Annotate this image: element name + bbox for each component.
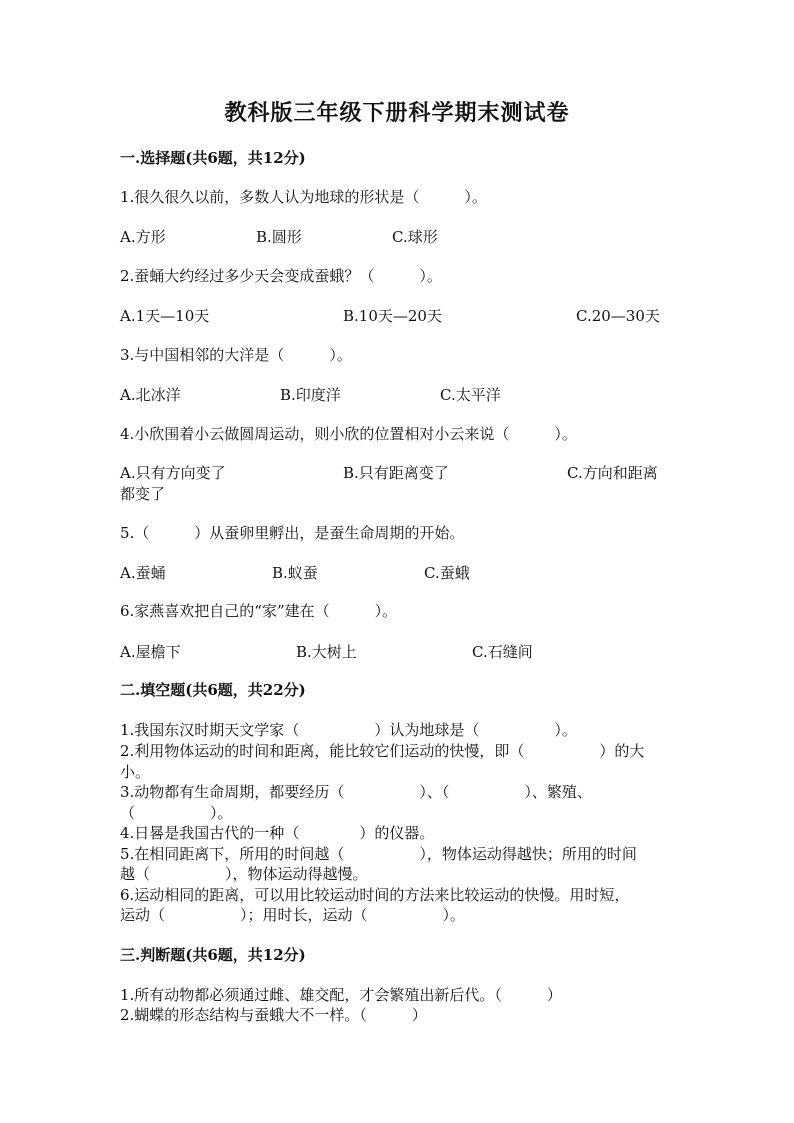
question-stem: 6.家燕喜欢把自己的“家”建在（ ）。 bbox=[120, 602, 398, 620]
option-b: B.10天—20天 bbox=[343, 307, 442, 325]
judge-line: 1.所有动物都必须通过雌、雄交配，才会繁殖出新后代。（ ） bbox=[120, 986, 562, 1004]
question-stem: 2.蚕蛹大约经过多少天会变成蚕蛾？（ ）。 bbox=[120, 267, 442, 285]
option-a: A.方形 bbox=[120, 228, 166, 246]
page-title: 教科版三年级下册科学期末测试卷 bbox=[224, 100, 570, 126]
option-c: C.蚕蛾 bbox=[424, 564, 470, 582]
section-heading-fill: 二.填空题(共6题，共22分) bbox=[120, 681, 306, 699]
option-c: C.方向和距离 bbox=[567, 464, 658, 482]
section-heading-judge: 三.判断题(共6题，共12分) bbox=[120, 946, 306, 964]
option-a: A.1天—10天 bbox=[120, 307, 210, 325]
fill-line: 5.在相同距离下，所用的时间越（ ），物体运动得越快；所用的时间 bbox=[120, 845, 637, 863]
fill-line: 3.动物都有生命周期，都要经历（ ）、（ ）、繁殖、 bbox=[120, 783, 592, 801]
option-b: B.圆形 bbox=[256, 228, 302, 246]
option-a: A.屋檐下 bbox=[120, 643, 181, 661]
fill-line: 6.运动相同的距离，可以用比较运动时间的方法来比较运动的快慢。用时短， bbox=[120, 886, 630, 904]
fill-line: 2.利用物体运动的时间和距离，能比较它们运动的快慢，即（ ）的大 bbox=[120, 742, 645, 760]
fill-line: 运动（ ）；用时长，运动（ ）。 bbox=[120, 906, 466, 924]
fill-line: 小。 bbox=[120, 763, 151, 781]
option-a: A.北冰洋 bbox=[120, 386, 181, 404]
option-c: C.球形 bbox=[392, 228, 438, 246]
option-b: B.蚁蚕 bbox=[272, 564, 318, 582]
option-c: C.石缝间 bbox=[472, 643, 533, 661]
judge-line: 2.蝴蝶的形态结构与蚕蛾大不一样。（ ） bbox=[120, 1006, 427, 1024]
option-b: B.只有距离变了 bbox=[343, 464, 449, 482]
fill-line: 1.我国东汉时期天文学家（ ）认为地球是（ ）。 bbox=[120, 721, 577, 739]
section-heading-choice: 一.选择题(共6题，共12分) bbox=[120, 149, 306, 167]
question-stem: 1.很久很久以前，多数人认为地球的形状是（ ）。 bbox=[120, 188, 487, 206]
option-c-continuation: 都变了 bbox=[120, 485, 166, 503]
fill-line: （ ）。 bbox=[120, 804, 233, 822]
option-c: C.20—30天 bbox=[576, 307, 660, 325]
fill-line: 4.日晷是我国古代的一种（ ）的仪器。 bbox=[120, 824, 435, 842]
option-c: C.太平洋 bbox=[440, 386, 501, 404]
option-b: B.大树上 bbox=[296, 643, 357, 661]
question-stem: 5.（ ）从蚕卵里孵出，是蚕生命周期的开始。 bbox=[120, 524, 465, 542]
option-a: A.蚕蛹 bbox=[120, 564, 166, 582]
fill-line: 越（ ），物体运动得越慢。 bbox=[120, 865, 368, 883]
option-a: A.只有方向变了 bbox=[120, 464, 226, 482]
question-stem: 3.与中国相邻的大洋是（ ）。 bbox=[120, 346, 352, 364]
question-stem: 4.小欣围着小云做圆周运动，则小欣的位置相对小云来说（ ）。 bbox=[120, 425, 577, 443]
option-b: B.印度洋 bbox=[280, 386, 341, 404]
